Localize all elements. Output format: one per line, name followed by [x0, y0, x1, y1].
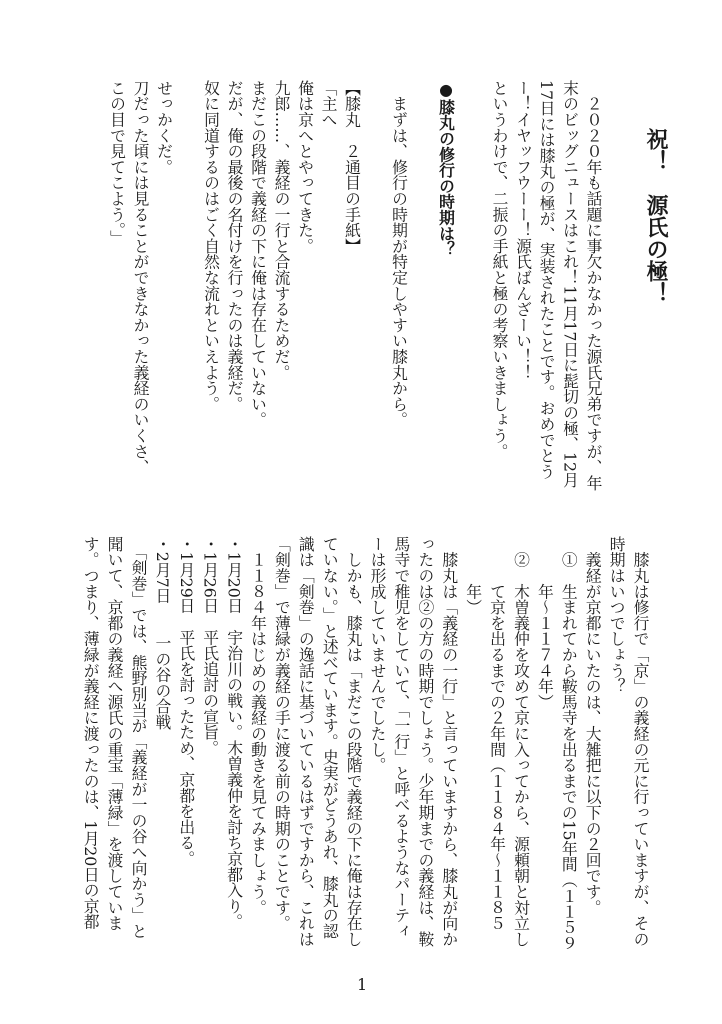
letter-line: 俺は京へとやってきた。	[295, 80, 315, 254]
analysis-line: 聞いて、京都の義経へ源氏の重宝「薄緑」を渡していま	[105, 536, 125, 931]
letter-line: 九郎……、義経の一行と合流するためだ。	[272, 80, 291, 381]
letter-header: 【膝丸 ２通目の手紙】	[342, 80, 362, 254]
intro-line: というわけで、二振の手紙と極の考察いきましょう。	[490, 80, 509, 460]
analysis-line: 年）	[463, 536, 483, 615]
analysis-line: ② 木曽義仲を攻めて京に入ってから、源頼朝と対立し	[511, 536, 531, 947]
section-intro: まずは、修行の時期が特定しやすい膝丸から。	[389, 80, 409, 428]
analysis-line: 義経が京都にいたのは、大雑把に以下の２回です。	[583, 536, 603, 916]
spacer	[364, 80, 388, 500]
analysis-line: ったのは②の方の時期でしょう。少年期までの義経は、鞍	[415, 536, 435, 947]
letter-line: だが、俺の最後の名付けを行ったのは義経だ。	[225, 80, 244, 412]
analysis-line: ・2月7日 一の谷の合戦	[152, 536, 172, 730]
letter-line: 奴に同道するのはごく自然な流れといえよう。	[201, 80, 221, 412]
analysis-line: しかも、膝丸は「まだこの段階で義経の下に俺は存在し	[344, 536, 364, 947]
letter-line: まだこの段階で義経の下に俺は存在していない。	[248, 80, 268, 428]
intro-line: 17日には膝丸の極が、実装されたことです。おめでとう	[537, 80, 556, 480]
analysis-line: 年〜１１７４年）	[535, 536, 555, 710]
intro-line: 末のビッグニュースはこれ！11月17日に髭切の極、12月	[560, 80, 580, 488]
section-heading: ●膝丸の修行の時期は？	[436, 80, 456, 257]
letter-line: せっかくだ。	[154, 80, 174, 175]
analysis-line: ていない。」と述べています。史実がどうあれ、膝丸の認	[320, 536, 340, 939]
analysis-line: て京を出るまでの２年間（１１８４年〜１１８５	[487, 536, 507, 931]
analysis-line: ・1月20日 宇治川の戦い。木曽義仲を討ち京都入り。	[224, 536, 244, 930]
analysis-line: 膝丸は修行で「京」の義経の元に行っていますが、その	[631, 536, 650, 947]
analysis-line: 「剣巻」では、熊野別当が「義経が一の谷へ向かう」と	[128, 536, 148, 939]
analysis-line: ・1月26日 平氏追討の宣旨。	[200, 536, 220, 756]
analysis-line: 膝丸は「義経の一行」と言っていますから、膝丸が向か	[439, 536, 459, 947]
letter-line: 刀だった頃には見ることができなかった義経のいくさ、	[131, 80, 150, 475]
analysis-line: 時期はいつでしょう？	[607, 536, 627, 694]
analysis-line: 馬寺で稚児をしていて、「一行」と呼べるようなパーティ	[391, 536, 411, 939]
letter-line: この目で見てこよう。」	[107, 80, 127, 246]
analysis-text-block	[78, 536, 652, 966]
page-title: 祝！ 源氏の極！	[643, 128, 668, 304]
letter-line: 「主へ	[319, 80, 338, 128]
intro-line: ー！イヤッフウーー！源氏ばんざーい！！	[513, 80, 533, 381]
spacer	[411, 80, 435, 500]
analysis-line: １１８４年はじめの義経の動きを見てみましょう。	[248, 536, 268, 916]
analysis-line: ① 生まれてから鞍馬寺を出るまでの15年間（１１５９	[559, 536, 579, 952]
top-text-block	[105, 80, 675, 500]
spacer	[176, 80, 200, 500]
analysis-line: ・1月29日 平氏を討ったため、京都を出る。	[176, 536, 196, 867]
analysis-line: ーは形成していませんでしたし。	[368, 536, 388, 773]
intro-line: ２０２０年も話題に事欠かなかった源氏兄弟ですが、年	[584, 80, 603, 491]
analysis-line: す。つまり、薄緑が義経に渡ったのは、1月20日の京都	[81, 536, 101, 930]
analysis-line: 「剣巻」で薄緑が義経の手に渡る前の時期のことです。	[272, 536, 292, 931]
page-number: 1	[357, 975, 368, 994]
analysis-line: 識は「剣巻」の逸話に基づいているはずですから、これは	[296, 536, 316, 947]
